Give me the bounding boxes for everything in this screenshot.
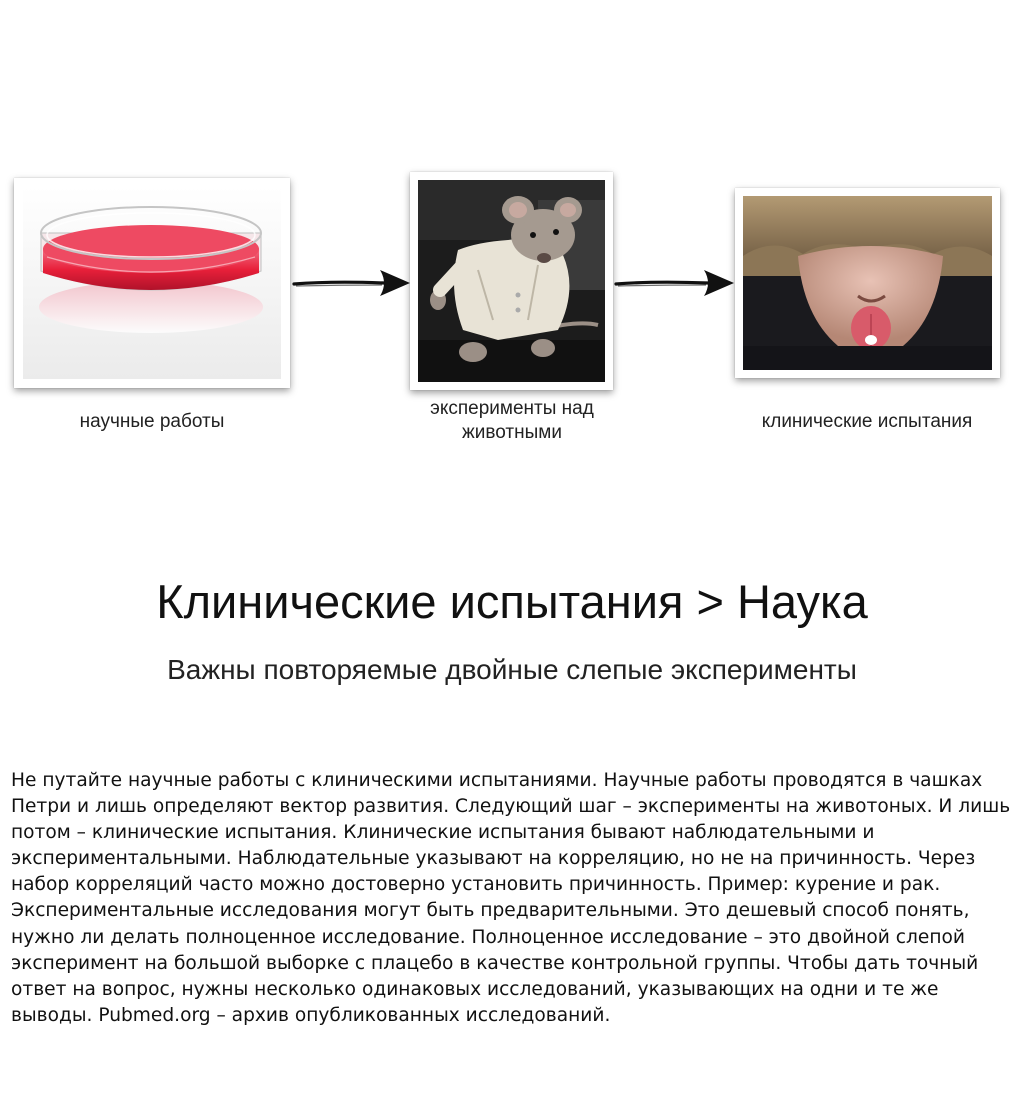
pill-on-tongue-image bbox=[735, 188, 1000, 378]
caption-clinical-trials: клинические испытания bbox=[761, 411, 973, 432]
arrow-right-icon bbox=[614, 266, 736, 300]
body-paragraph: Не путайте научные работы с клиническими испытаниями. Научные работы проводятся в чашках Петри и лишь определяют вектор развития. Следующий шаг – эксперименты на животоных. И лишь потом – клинические испытания. Клинические испытания бывают наблюдательными и экспериментальными. Наблюдательные указывают на корреляцию, но не на причинность. Через набор корреляций часто можно достоверно установить причинность. Пример: курение и рак. Экспериментальные исследования могут быть предварительными. Это дешевый способ понять, нужно ли делать полноценное исследование. Полноценное исследование – это двойной слепой эксперимент на большой выборке с плацебо в качестве контрольной группы. Чтобы дать точный ответ на вопрос, нужны несколько одинаковых исследований, указывающих на одни и те же выводы. Pubmed.org – архив опубликованных исследований. bbox=[11, 770, 1011, 1026]
caption-research: научные работы bbox=[79, 411, 225, 432]
petri-dish-image bbox=[14, 178, 290, 388]
lab-mouse-toy-image bbox=[410, 172, 613, 390]
slide-title: Клинические испытания > Наука bbox=[156, 575, 868, 628]
slide-subtitle: Важны повторяемые двойные слепые эксперименты bbox=[167, 654, 857, 685]
arrow-right-icon bbox=[292, 266, 412, 300]
caption-animal-experiments: эксперименты над животными bbox=[430, 398, 594, 443]
